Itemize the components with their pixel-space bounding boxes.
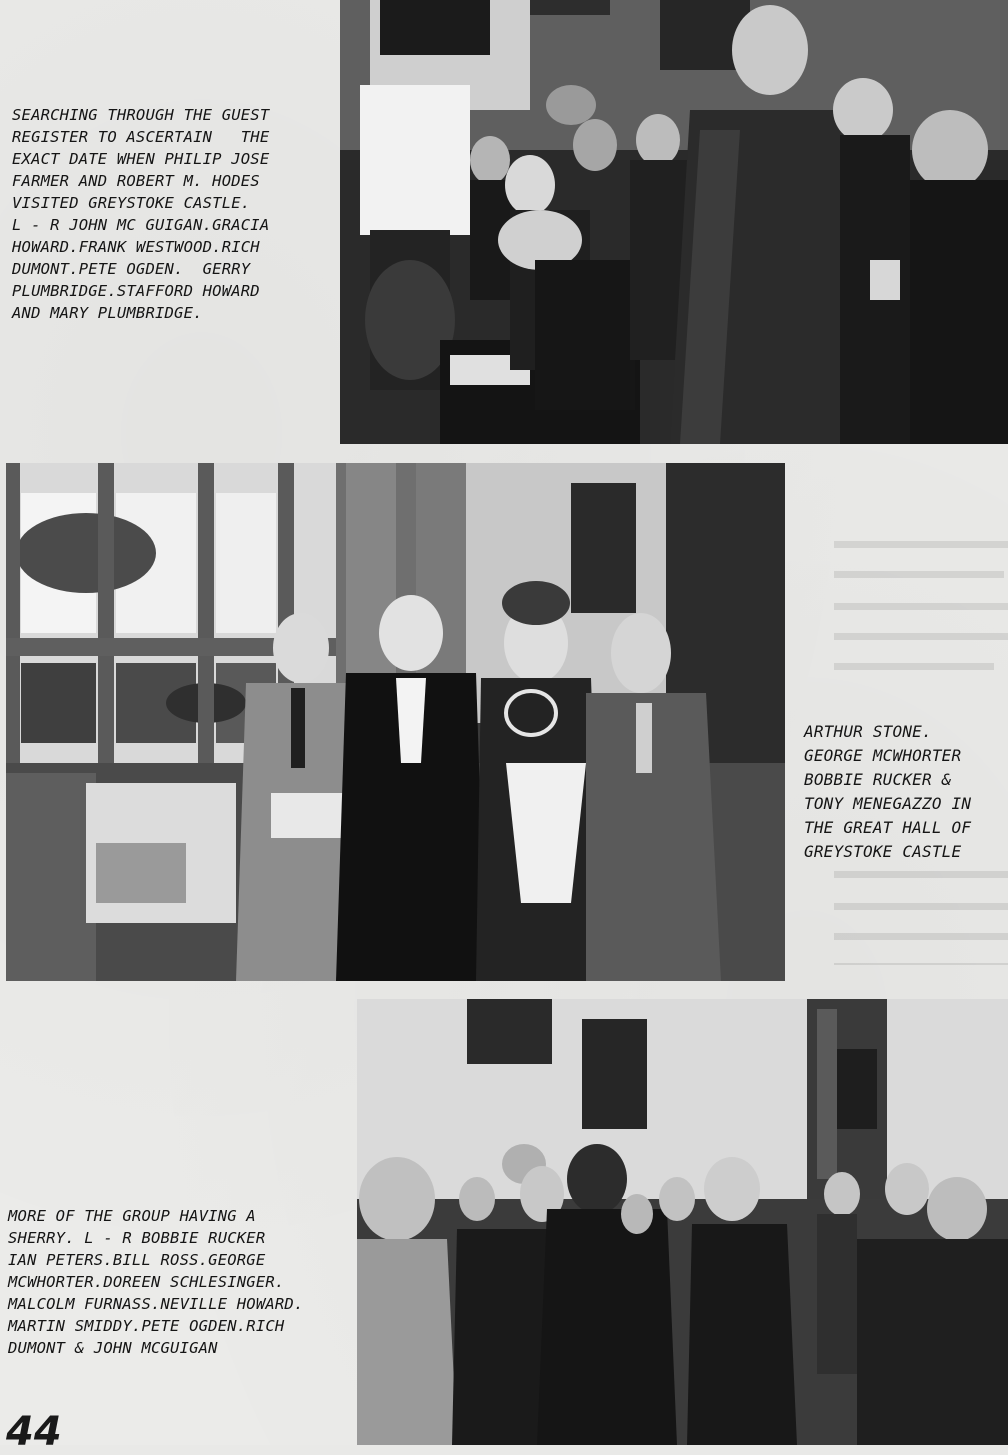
caption-line: REGISTER TO ASCERTAIN THE — [12, 128, 270, 146]
caption-line: VISITED GREYSTOKE CASTLE. — [12, 194, 251, 212]
caption-line: IAN PETERS.BILL ROSS.GEORGE — [8, 1251, 266, 1269]
photo-sherry-group-image — [357, 999, 1008, 1445]
caption-guest-register — [12, 104, 332, 324]
caption-line: SHERRY. L - R BOBBIE RUCKER — [8, 1229, 266, 1247]
caption-line: BOBBIE RUCKER & — [804, 770, 952, 789]
caption-line: ARTHUR STONE. — [804, 722, 932, 741]
photo-guest-register — [340, 0, 1008, 444]
caption-line: GEORGE MCWHORTER — [804, 746, 962, 765]
photo-great-hall — [6, 463, 785, 981]
caption-line: EXACT DATE WHEN PHILIP JOSE — [12, 150, 270, 168]
caption-line: MARTIN SMIDDY.PETE OGDEN.RICH — [8, 1317, 285, 1335]
caption-line: MORE OF THE GROUP HAVING A — [8, 1207, 256, 1225]
caption-line: DUMONT & JOHN MCGUIGAN — [8, 1339, 218, 1357]
caption-line: MALCOLM FURNASS.NEVILLE HOWARD. — [8, 1295, 304, 1313]
caption-sherry-group — [8, 1205, 353, 1359]
caption-line: PLUMBRIDGE.STAFFORD HOWARD — [12, 282, 260, 300]
caption-line: FARMER AND ROBERT M. HODES — [12, 172, 260, 190]
photo-guest-register-image — [340, 0, 1008, 444]
caption-line: TONY MENEGAZZO IN — [804, 794, 972, 813]
caption-line: HOWARD.FRANK WESTWOOD.RICH — [12, 238, 260, 256]
caption-line: THE GREAT HALL OF — [804, 818, 972, 837]
caption-line: AND MARY PLUMBRIDGE. — [12, 304, 203, 322]
caption-line: L - R JOHN MC GUIGAN.GRACIA — [12, 216, 270, 234]
page-number: 44 — [6, 1409, 62, 1455]
caption-line: GREYSTOKE CASTLE — [804, 842, 962, 861]
photo-sherry-group — [357, 999, 1008, 1445]
caption-great-hall — [804, 720, 1004, 864]
caption-line: DUMONT.PETE OGDEN. GERRY — [12, 260, 251, 278]
caption-line: MCWHORTER.DOREEN SCHLESINGER. — [8, 1273, 285, 1291]
caption-line: SEARCHING THROUGH THE GUEST — [12, 106, 270, 124]
photo-great-hall-image — [6, 463, 785, 981]
